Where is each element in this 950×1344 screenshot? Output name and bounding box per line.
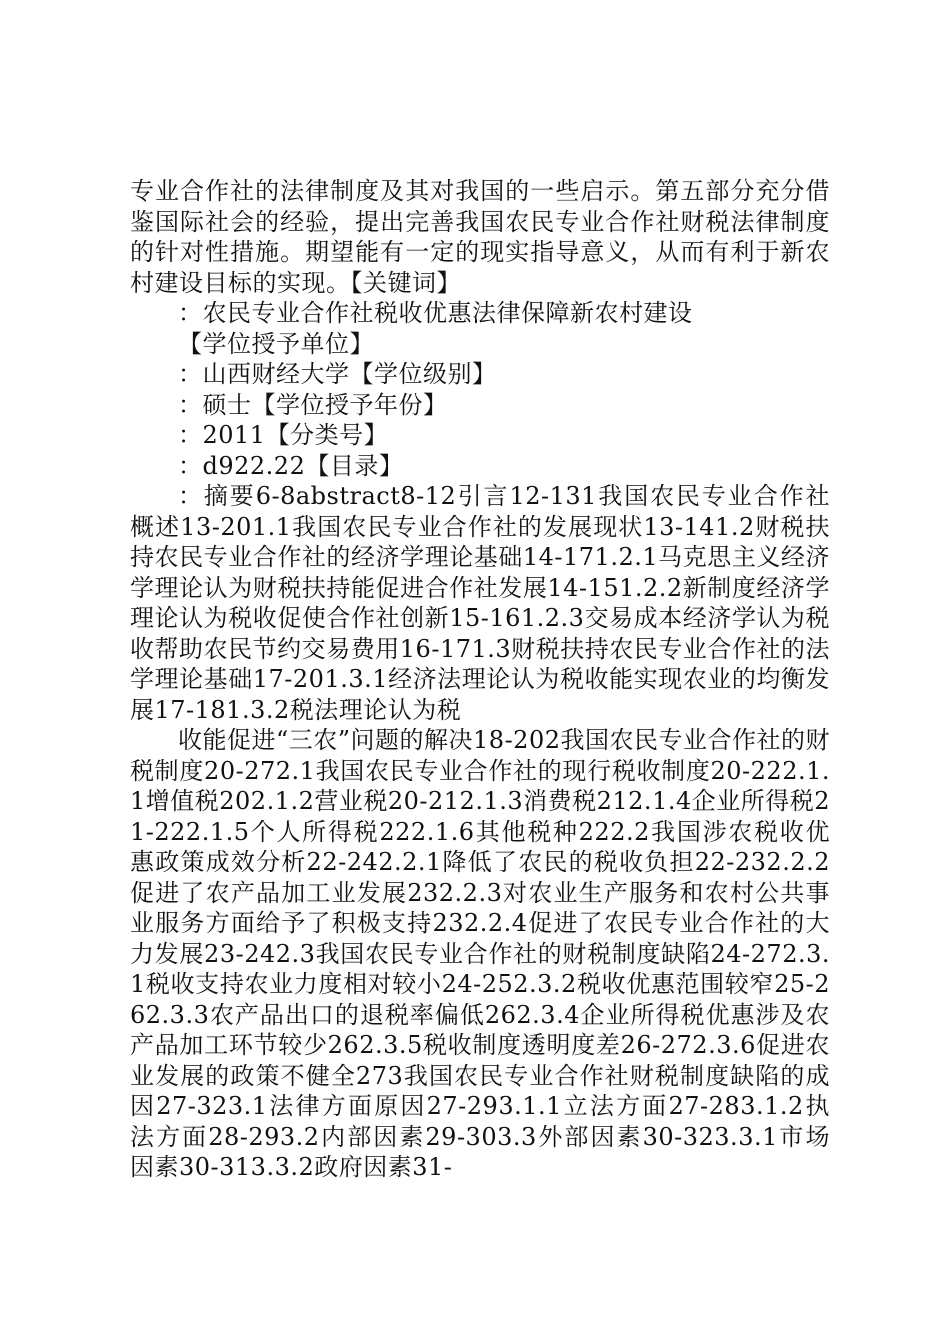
degree-year-line: ：2011【分类号】 xyxy=(178,421,389,449)
degree-unit-line: ：山西财经大学【学位级别】 xyxy=(178,360,497,388)
document-body xyxy=(130,176,830,1183)
degree-level-line: ：硕士【学位授予年份】 xyxy=(178,390,448,419)
keywords-line: ：农民专业合作社税收优惠法律保障新农村建设 xyxy=(178,299,693,327)
abstract-tail-paragraph: 专业合作社的法律制度及其对我国的一些启示。第五部分充分借鉴国际社会的经验，提出完善我国农民专业合作社财税法律制度的针对性措施。期望能有一定的现实指导意义，从而有利于新农村建设目标的实现。【关键词】 xyxy=(130,177,830,297)
table-of-contents-part-1: ：摘要6-8abstract8-12引言12-131我国农民专业合作社概述13-201.1我国农民专业合作社的发展现状13-141.2财税扶持农民专业合作社的经济学理论基础14-171.2.1马克思主义经济学理论认为财税扶持能促进合作社发展14-151.2.2新制度经济学理论认为税收促使合作社创新15-161.2.3交易成本经济学认为税收帮助农民节约交易费用16-171.3财税扶持农民专业合作社的法学理论基础17-201.3.1经济法理论认为税收能实现农业的均衡发展17-181.3.2税法理论认为税 xyxy=(130,482,830,724)
classification-line: ：d922.22【目录】 xyxy=(178,451,404,480)
table-of-contents-part-2: 收能促进“三农”问题的解决18-202我国农民专业合作社的财税制度20-272.1我国农民专业合作社的现行税收制度20-222.1.1增值税202.1.2营业税20-212.1.3消费税212.1.4企业所得税21-222.1.5个人所得税222.1.6其他税种222.2我国涉农税收优惠政策成效分析22-242.2.1降低了农民的税收负担22-232.2.2促进了农产品加工业发展232.2.3对农业生产服务和农村公共事业服务方面给予了积极支持232.2.4促进了农民专业合作社的大力发展23-242.3我国农民专业合作社的财税制度缺陷24-272.3.1税收支持农业力度相对较小24-252.3.2税收优惠范围较窄25-262.3.3农产品出口的退税率偏低262.3.4企业所得税优惠涉及农产品加工环节较少262.3.5税收制度透明度差26-272.3.6促进农业发展的政策不健全273我国农民专业合作社财税制度缺陷的成因27-323.1法律方面原因27-293.1.1立法方面27-283.1.2执法方面28-293.2内部因素29-303.3外部因素30-323.3.1市场因素30-313.3.2政府因素31- xyxy=(130,726,831,1181)
degree-unit-label: 【学位授予单位】 xyxy=(178,329,374,358)
